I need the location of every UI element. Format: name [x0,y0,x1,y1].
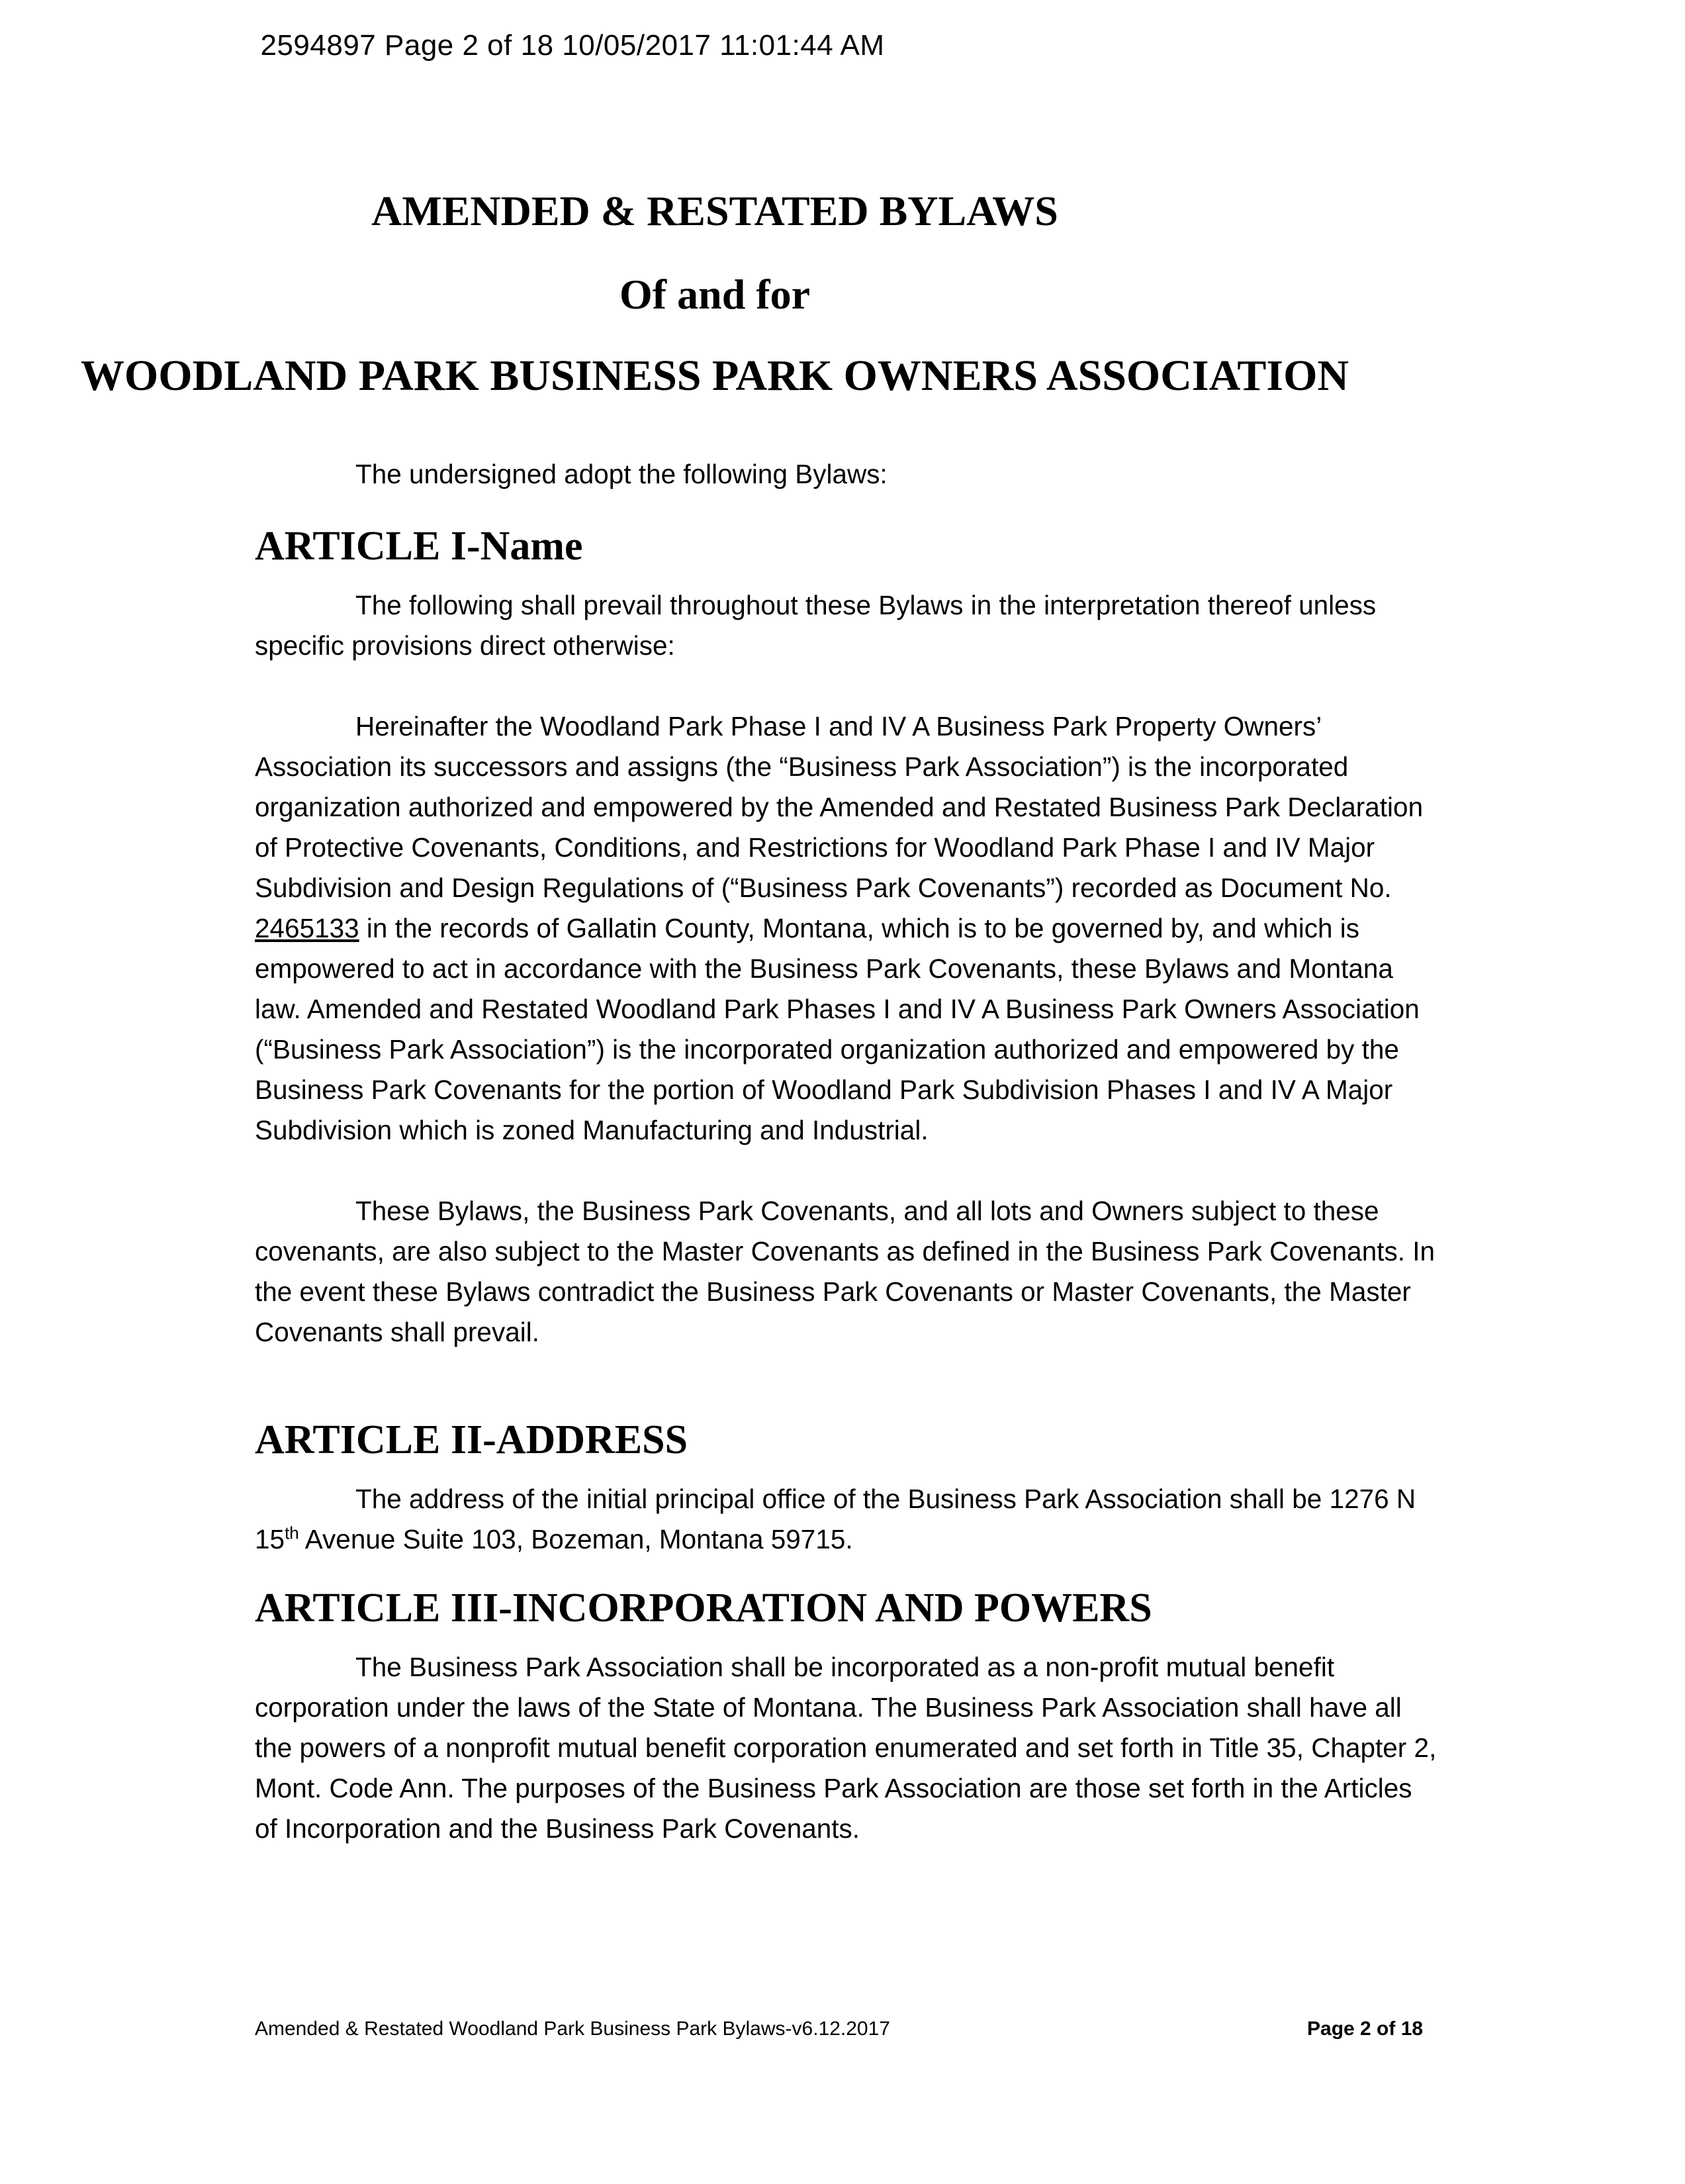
recording-stamp: 2594897 Page 2 of 18 10/05/2017 11:01:44 AM [260,29,885,62]
article-1-body [255,585,1439,1353]
footer-page-number: Page 2 of 18 [1307,2018,1424,2040]
article-2-heading: ARTICLE II-ADDRESS [255,1417,688,1462]
article-2-paragraph-1 [255,1479,1439,1560]
article-3-heading: ARTICLE III-INCORPORATION AND POWERS [255,1586,1152,1631]
article-2-body [255,1479,1439,1560]
document-number: 2465133 [255,913,359,943]
document-subtitle: Of and for [619,271,810,318]
footer-document-name: Amended & Restated Woodland Park Business Park Bylaws-v6.12.2017 [255,2018,890,2040]
intro-text: The undersigned adopt the following Bylaws: [355,459,888,489]
article-1-paragraph-3: These Bylaws, the Business Park Covenants, and all lots and Owners subject to these covenants, are also subject to the Master Covenants as defined in the Business Park Covenants. In the event these Bylaws contradict the Business Park Covenants or Master Covenants, the Master Covenants shall prevail. [255,1196,1435,1347]
document-title: AMENDED & RESTATED BYLAWS [371,187,1058,234]
article-2-text-b: Avenue Suite 103, Bozeman, Montana 59715. [298,1524,853,1554]
article-1-paragraph-1: The following shall prevail throughout these Bylaws in the interpretation thereof unless specific provisions direct otherwise: [255,590,1377,661]
association-name: WOODLAND PARK BUSINESS PARK OWNERS ASSOCIATION [80,352,1349,400]
article-1-paragraph-2-text-b: in the records of Gallatin County, Montana, which is to be governed by, and which is empowered to act in accordance with the Business Park Covenants, these Bylaws and Montana law. Amended and Restated Woodland Park Phases I and IV A Business Park Owners Association (“Business Park Association”) is the incorporated organization authorized and empowered by the Business Park Covenants for the portion of Woodland Park Subdivision Phases I and IV A Major Subdivision which is zoned Manufacturing and Industrial. [255,913,1420,1145]
article-2-text-a: The address of the initial principal office of the Business Park Association shall be 1276 N 15 [255,1484,1416,1554]
article-1-heading: ARTICLE I-Name [255,524,583,569]
ordinal-suffix: th [285,1523,299,1543]
article-1-paragraph-2 [255,706,1439,1151]
article-1-paragraph-2-text-a: Hereinafter the Woodland Park Phase I and IV A Business Park Property Owners’ Association its successors and assigns (the “Business Park Association”) is the incorporated organization authorized and empowered by the Amended and Restated Business Park Declaration of Protective Covenants, Conditions, and Restrictions for Woodland Park Phase I and IV Major Subdivision and Design Regulations of (“Business Park Covenants”) recorded as Document No. [255,711,1424,903]
article-3-body [255,1647,1439,1849]
intro-paragraph [255,454,1439,495]
article-3-paragraph-1: The Business Park Association shall be incorporated as a non-profit mutual benefit corporation under the laws of the State of Montana. The Business Park Association shall have all the powers of a nonprofit mutual benefit corporation enumerated and set forth in Title 35, Chapter 2, Mont. Code Ann. The purposes of the Business Park Association are those set forth in the Articles of Incorporation and the Business Park Covenants. [255,1652,1437,1844]
